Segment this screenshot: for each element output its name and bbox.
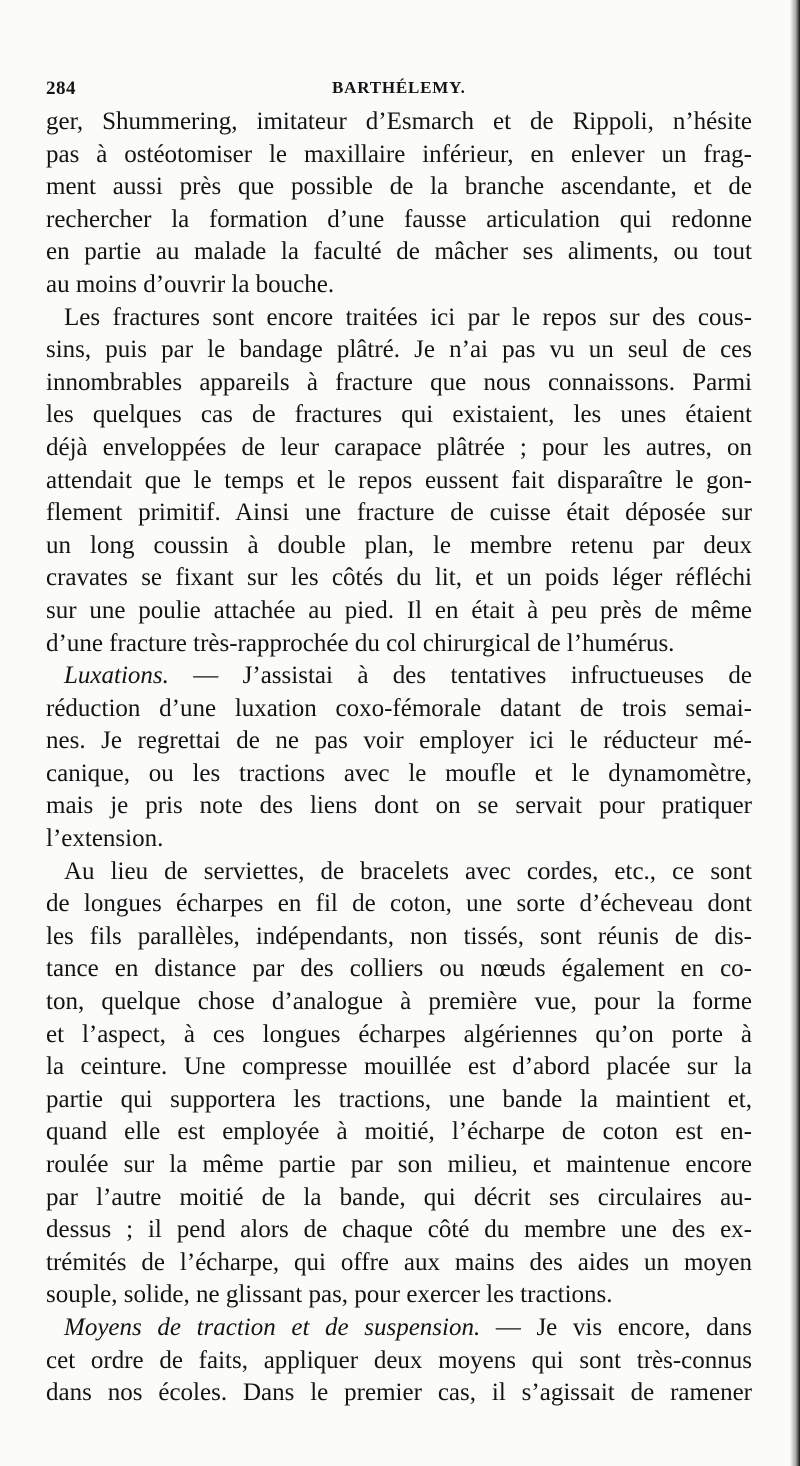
text-line xyxy=(46,204,752,237)
text-line xyxy=(46,432,752,465)
page-number: 284 xyxy=(46,78,76,99)
line-text: par l’autre moitié de la bande, qui décrit ses circulaires au- xyxy=(46,1183,752,1211)
text-line xyxy=(46,1182,752,1215)
line-text: roulée sur la même partie par son milieu, et maintenue encore xyxy=(46,1151,752,1178)
line-text: souple, solide, ne glissant pas, pour exercer les tractions. xyxy=(46,1281,613,1309)
text-line xyxy=(46,562,752,595)
line-text: rechercher la formation d’une fausse articulation qui redonne xyxy=(46,205,752,233)
section-heading: Luxations. xyxy=(64,662,169,690)
text-line xyxy=(46,888,752,921)
line-text: innombrables appareils à fracture que nous connaissons. Parmi xyxy=(46,368,752,396)
text-line xyxy=(46,106,752,139)
text-line xyxy=(46,497,752,530)
line-text: dans nos écoles. Dans le premier cas, il s’agissait de ramener xyxy=(46,1379,752,1407)
text-line xyxy=(46,399,752,432)
text-line xyxy=(46,1019,752,1052)
line-text: en partie au malade la faculté de mâcher ses aliments, ou tout xyxy=(46,238,752,266)
line-text: tance en distance par des colliers ou nœuds également en co- xyxy=(46,955,752,983)
line-text: les quelques cas de fractures qui existaient, les unes étaient xyxy=(46,401,752,429)
text-line xyxy=(46,302,752,335)
page-header xyxy=(46,78,746,106)
text-line xyxy=(46,921,752,954)
page-edge-shadow xyxy=(790,0,800,1466)
text-line xyxy=(46,790,752,823)
line-text: cet ordre de faits, appliquer deux moyens qui sont très-connus xyxy=(46,1346,752,1374)
line-text: trémités de l’écharpe, qui offre aux mains des aides un moyen xyxy=(46,1248,752,1276)
text-line xyxy=(46,1377,752,1410)
body-text xyxy=(46,106,752,1410)
line-text: Les fractures sont encore traitées ici par le repos sur des cous- xyxy=(64,303,752,331)
text-line xyxy=(46,823,752,856)
line-text: les fils parallèles, indépendants, non tissés, sont réunis de dis- xyxy=(46,922,752,950)
line-text: sins, puis par le bandage plâtré. Je n’ai pas vu un seul de ces xyxy=(46,336,752,364)
text-line xyxy=(46,1279,752,1312)
text-line xyxy=(46,660,752,693)
text-line xyxy=(46,725,752,758)
line-text: ton, quelque chose d’analogue à première vue, pour la forme xyxy=(46,988,752,1016)
text-line xyxy=(46,171,752,204)
line-text: la ceinture. Une compresse mouillée est d’abord placée sur la xyxy=(46,1053,752,1081)
line-text: flement primitif. Ainsi une fracture de cuisse était déposée sur xyxy=(46,499,752,527)
line-text: et l’aspect, à ces longues écharpes algériennes qu’on porte à xyxy=(46,1020,752,1048)
line-text: l’extension. xyxy=(46,825,164,853)
running-head: BARTHÉLEMY. xyxy=(332,78,466,97)
text-line xyxy=(46,1247,752,1280)
text-line xyxy=(46,856,752,889)
line-text: attendait que le temps et le repos eussent fait disparaître le gon- xyxy=(46,466,752,494)
text-line xyxy=(46,269,752,302)
line-text: canique, ou les tractions avec le moufle et le dynamomètre, xyxy=(46,759,752,787)
line-text: — Je vis encore, dans xyxy=(480,1313,752,1341)
line-text: pas à ostéotomiser le maxillaire inférieur, en enlever un frag- xyxy=(46,140,752,168)
text-line xyxy=(46,595,752,628)
text-line xyxy=(46,139,752,172)
text-line xyxy=(46,628,752,661)
line-text: au moins d’ouvrir la bouche. xyxy=(46,270,335,298)
text-line xyxy=(46,1116,752,1149)
text-line xyxy=(46,334,752,367)
line-text: dessus ; il pend alors de chaque côté du membre une des ex- xyxy=(46,1216,752,1244)
text-line xyxy=(46,465,752,498)
line-text: — J’assistai à des tentatives infructueuses de xyxy=(168,662,752,690)
text-line xyxy=(46,236,752,269)
line-text: un long coussin à double plan, le membre retenu par deux xyxy=(46,531,752,559)
line-text: Au lieu de serviettes, de bracelets avec cordes, etc., ce sont xyxy=(64,857,752,885)
line-text: de longues écharpes en fil de coton, une sorte d’écheveau dont xyxy=(46,890,752,918)
text-line xyxy=(46,1084,752,1117)
text-line xyxy=(46,1149,752,1182)
text-line xyxy=(46,758,752,791)
line-text: nes. Je regrettai de ne pas voir employer ici le réducteur mé- xyxy=(46,727,752,755)
line-text: quand elle est employée à moitié, l’écharpe de coton est en- xyxy=(46,1118,752,1146)
text-line xyxy=(46,986,752,1019)
line-text: partie qui supportera les tractions, une bande la maintient et, xyxy=(46,1085,752,1113)
text-line xyxy=(46,953,752,986)
text-line xyxy=(46,693,752,726)
line-text: déjà enveloppées de leur carapace plâtrée ; pour les autres, on xyxy=(46,433,752,461)
section-heading: Moyens de traction et de suspension. xyxy=(64,1313,481,1341)
line-text: ger, Shummering, imitateur d’Esmarch et de Rippoli, n’hésite xyxy=(46,108,752,135)
line-text: cravates se fixant sur les côtés du lit, et un poids léger réfléchi xyxy=(46,564,752,592)
text-line xyxy=(46,1214,752,1247)
line-text: réduction d’une luxation coxo-fémorale datant de trois semai- xyxy=(46,694,752,722)
line-text: sur une poulie attachée au pied. Il en était à peu près de même xyxy=(46,596,752,624)
text-line xyxy=(46,1312,752,1345)
text-line xyxy=(46,367,752,400)
line-text: d’une fracture très-rapprochée du col chirurgical de l’humérus. xyxy=(46,629,675,657)
line-text: mais je pris note des liens dont on se servait pour pratiquer xyxy=(46,792,752,820)
text-line xyxy=(46,530,752,563)
text-line xyxy=(46,1051,752,1084)
line-text: ment aussi près que possible de la branche ascendante, et de xyxy=(46,173,752,201)
text-line xyxy=(46,1345,752,1378)
